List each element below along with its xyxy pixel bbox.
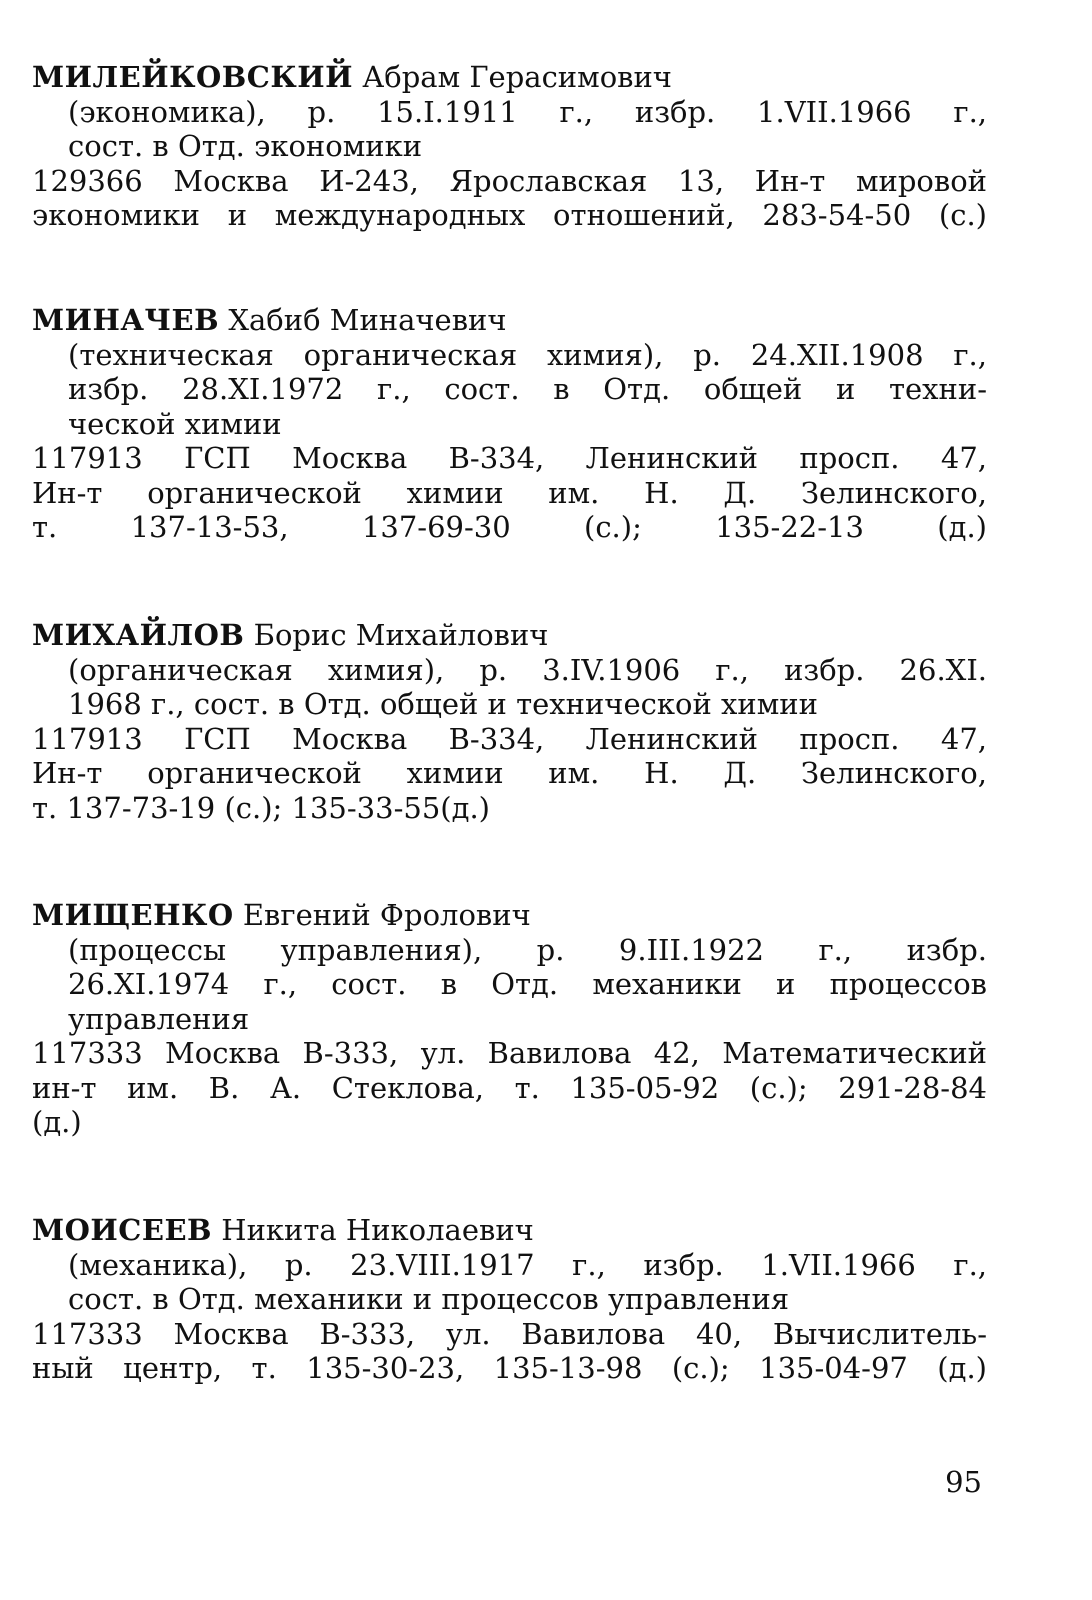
entry-heading: [32, 1213, 987, 1248]
entry-heading: [32, 898, 987, 933]
entry-given-name: Хабиб Миначевич: [228, 303, 507, 337]
entry-mikhailov: [32, 618, 987, 825]
entry-heading: [32, 303, 987, 338]
entry-line: 117333 Москва В-333, ул. Вавилова 40, Вычислитель-: [32, 1316, 987, 1351]
entry-surname: МИЛЕЙКОВСКИЙ: [32, 60, 354, 94]
entry-surname: МОИСЕЕВ: [32, 1213, 213, 1247]
entry-line: управления: [68, 1001, 250, 1036]
entry-line: 129366 Москва И-243, Ярославская 13, Ин-т мировой: [32, 163, 987, 198]
entry-line: сост. в Отд. экономики: [68, 129, 423, 163]
entry-line: 26.XI.1974 г., сост. в Отд. механики и процессов: [68, 967, 987, 1001]
entry-line: т. 137-73-19 (с.); 135-33-55(д.): [32, 790, 490, 825]
entry-line: (экономика), р. 15.I.1911 г., избр. 1.VII.1966 г.,: [68, 94, 987, 129]
entry-line: 117913 ГСП Москва В-334, Ленинский просп. 47,: [32, 721, 987, 756]
entry-line: т. 137-13-53, 137-69-30 (с.); 135-22-13 (д.): [32, 510, 987, 544]
entry-line: Ин-т органической химии им. Н. Д. Зелинского,: [32, 756, 987, 790]
entry-moiseev: [32, 1213, 987, 1386]
entry-given-name: Борис Михайлович: [253, 618, 549, 652]
entry-line: 1968 г., сост. в Отд. общей и технической химии: [68, 687, 818, 721]
entry-mileikovsky: [32, 60, 987, 233]
entry-line: 117333 Москва В-333, ул. Вавилова 42, Математический: [32, 1036, 987, 1070]
entry-line: избр. 28.XI.1972 г., сост. в Отд. общей и техни-: [68, 372, 987, 406]
entry-line: экономики и международных отношений, 283-54-50 (с.): [32, 198, 987, 232]
entry-surname: МИХАЙЛОВ: [32, 618, 245, 652]
page-number: 95: [945, 1465, 982, 1499]
entry-line: (д.): [32, 1105, 82, 1139]
entry-given-name: Абрам Герасимович: [362, 60, 672, 94]
entry-line: ный центр, т. 135-30-23, 135-13-98 (с.); 135-04-97 (д.): [32, 1351, 987, 1385]
entry-line: (техническая органическая химия), р. 24.XII.1908 г.,: [68, 337, 987, 372]
entry-mishchenko: [32, 898, 987, 1140]
entry-minachev: [32, 303, 987, 545]
entry-line: (органическая химия), р. 3.IV.1906 г., избр. 26.XI.: [68, 652, 987, 687]
entry-surname: МИНАЧЕВ: [32, 303, 220, 337]
entry-line: (процессы управления), р. 9.III.1922 г., избр.: [68, 932, 987, 967]
entry-given-name: Никита Николаевич: [221, 1213, 534, 1247]
entry-line: сост. в Отд. механики и процессов управления: [68, 1282, 790, 1316]
entry-heading: [32, 60, 987, 95]
entry-surname: МИЩЕНКО: [32, 898, 234, 932]
entry-line: ческой химии: [68, 406, 282, 441]
entry-line: 117913 ГСП Москва В-334, Ленинский просп. 47,: [32, 441, 987, 475]
entry-line: ин-т им. В. А. Стеклова, т. 135-05-92 (с.); 291-28-84: [32, 1070, 987, 1105]
entry-line: (механика), р. 23.VIII.1917 г., избр. 1.VII.1966 г.,: [68, 1247, 987, 1282]
entry-line: Ин-т органической химии им. Н. Д. Зелинского,: [32, 475, 987, 510]
entry-heading: [32, 618, 987, 653]
entry-given-name: Евгений Фролович: [242, 898, 531, 932]
